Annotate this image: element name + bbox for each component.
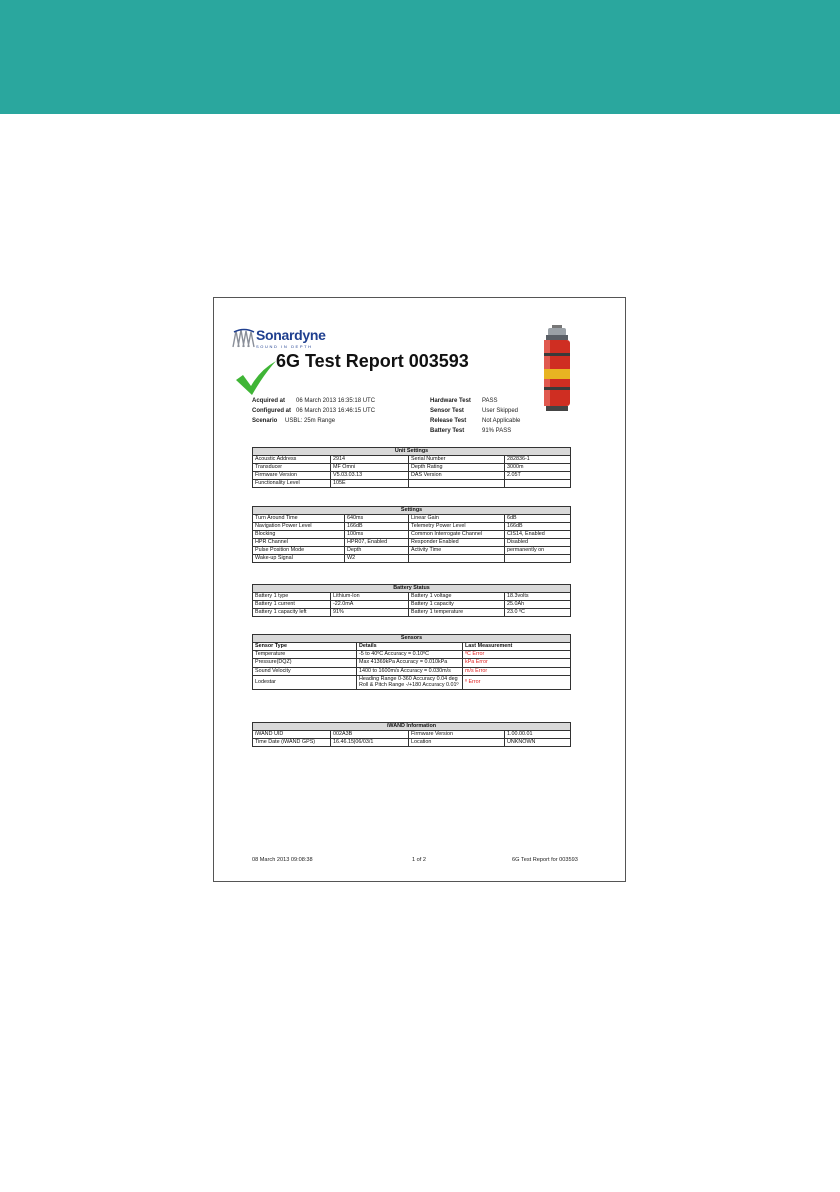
table-row	[253, 539, 571, 547]
cell: Battery 1 temperature	[409, 609, 505, 617]
transponder-beacon-image	[540, 325, 574, 411]
cell	[505, 480, 571, 488]
cell: Wake-up Signal	[253, 555, 345, 563]
cell	[409, 480, 505, 488]
cell: 105E	[331, 480, 409, 488]
error-cell: ºC Error	[463, 651, 571, 659]
cell: 2914	[331, 456, 409, 464]
cell: Turn Around Time	[253, 515, 345, 523]
column-header: Details	[357, 643, 463, 651]
test-label: Sensor Test	[430, 408, 464, 414]
footer-date: 08 March 2013 09:08:38	[252, 857, 313, 863]
column-header: Last Measurement	[463, 643, 571, 651]
cell: Battery 1 type	[253, 593, 331, 601]
cell: -22.0mA	[331, 601, 409, 609]
table-row	[253, 601, 571, 609]
cell: 2.05T	[505, 472, 571, 480]
cell: Pressure(DQZ)	[253, 659, 357, 668]
table-row	[253, 456, 571, 464]
cell: Battery 1 capacity left	[253, 609, 331, 617]
cell: Battery 1 current	[253, 601, 331, 609]
cell: 18.3volts	[505, 593, 571, 601]
sensor-test-row	[430, 408, 519, 414]
cell: Transducer	[253, 464, 331, 472]
table-row	[253, 593, 571, 601]
cell: Responder Enabled	[409, 539, 505, 547]
section-title: Unit Settings	[253, 448, 571, 456]
table-row	[253, 523, 571, 531]
iwand-information-table	[252, 722, 571, 747]
logo-name: Sonardyne	[256, 327, 326, 343]
cell: 002A3B	[331, 731, 409, 739]
cell: Serial Number	[409, 456, 505, 464]
footer-document-name: 6G Test Report for 003593	[512, 857, 578, 863]
table-row	[253, 515, 571, 523]
cell: Depth Rating	[409, 464, 505, 472]
table-row	[253, 555, 571, 563]
cell: 640ms	[345, 515, 409, 523]
cell: Navigation Power Level	[253, 523, 345, 531]
error-cell: º Error	[463, 676, 571, 690]
table-row	[253, 667, 571, 676]
section-title: Battery Status	[253, 585, 571, 593]
cell: 16.46.15|06/03/1	[331, 739, 409, 747]
scenario-value: USBL: 25m Range	[285, 418, 336, 424]
table-row	[253, 547, 571, 555]
acquired-row	[252, 398, 376, 404]
configured-row	[252, 408, 376, 414]
cell: 6dB	[505, 515, 571, 523]
release-test-row	[430, 418, 521, 424]
scenario-label: Scenario	[252, 418, 278, 424]
cell: Common Interrogate Channel	[409, 531, 505, 539]
cell: 166dB	[505, 523, 571, 531]
cell: 1400 to 1600m/s Accuracy = 0.030m/s	[357, 667, 463, 676]
cell: Temperature	[253, 651, 357, 659]
table-row	[253, 472, 571, 480]
cell: Firmware Version	[409, 731, 505, 739]
pass-check-icon	[234, 360, 278, 396]
cell: Battery 1 capacity	[409, 601, 505, 609]
table-row	[253, 731, 571, 739]
configured-value: 06 March 2013 16:46:15 UTC	[296, 408, 376, 414]
acquired-label: Acquired at	[252, 398, 286, 404]
table-row	[253, 609, 571, 617]
settings-table	[252, 506, 571, 563]
error-cell: kPa Error	[463, 659, 571, 668]
table-row	[253, 480, 571, 488]
test-value: 91% PASS	[482, 428, 512, 434]
cell: Heading Range 0-360 Accuracy 0.04 deg Roll & Pitch Range -/+180 Accuracy 0.01º	[357, 676, 463, 690]
table-row	[253, 464, 571, 472]
cell: Linear Gain	[409, 515, 505, 523]
footer-page-number: 1 of 2	[412, 857, 426, 863]
cell	[505, 555, 571, 563]
cell: Disabled	[505, 539, 571, 547]
cell: Telemetry Power Level	[409, 523, 505, 531]
cell: 166dB	[345, 523, 409, 531]
section-title: Settings	[253, 507, 571, 515]
acquired-value: 06 March 2013 16:35:18 UTC	[296, 398, 376, 404]
unit-settings-table	[252, 447, 571, 488]
cell: CIS14, Enabled	[505, 531, 571, 539]
cell: Sound Velocity	[253, 667, 357, 676]
cell	[409, 555, 505, 563]
table-row	[253, 531, 571, 539]
cell: UNKNOWN	[505, 739, 571, 747]
logo-mark-icon	[232, 328, 256, 348]
cell: permanently on	[505, 547, 571, 555]
cell: 282836-1	[505, 456, 571, 464]
hardware-test-row	[430, 398, 498, 404]
section-title: Sensors	[253, 635, 571, 643]
test-value: PASS	[482, 398, 498, 404]
section-title: iWAND Information	[253, 723, 571, 731]
table-row	[253, 676, 571, 690]
cell: V5.03.03.13	[331, 472, 409, 480]
sensors-table	[252, 634, 571, 690]
cell: Lodestar	[253, 676, 357, 690]
error-cell: m/s Error	[463, 667, 571, 676]
cell: MF Omni	[331, 464, 409, 472]
cell: Time Date (iWAND GPS)	[253, 739, 331, 747]
cell: Battery 1 voltage	[409, 593, 505, 601]
table-row	[253, 651, 571, 659]
test-value: User Skipped	[482, 408, 519, 414]
table-row	[253, 739, 571, 747]
cell: 1.00.00.01	[505, 731, 571, 739]
cell: Pulse Position Mode	[253, 547, 345, 555]
configured-label: Configured at	[252, 408, 291, 414]
test-label: Release Test	[430, 418, 467, 424]
cell: Depth	[345, 547, 409, 555]
cell: HPR07, Enabled	[345, 539, 409, 547]
cell: Max 41369kPa Accuracy = 0.010kPa	[357, 659, 463, 668]
test-label: Hardware Test	[430, 398, 471, 404]
cell: iWAND UID	[253, 731, 331, 739]
battery-test-row	[430, 428, 512, 434]
cell: 100ms	[345, 531, 409, 539]
cell: 91%	[331, 609, 409, 617]
test-label: Battery Test	[430, 428, 465, 434]
logo-tagline: SOUND IN DEPTH	[256, 344, 313, 349]
cell: Acoustic Address	[253, 456, 331, 464]
cell: HPR Channel	[253, 539, 345, 547]
table-row	[253, 659, 571, 668]
cell: 25.0Ah	[505, 601, 571, 609]
header-banner	[0, 0, 840, 114]
cell: Blocking	[253, 531, 345, 539]
cell: Activity Time	[409, 547, 505, 555]
cell: Location	[409, 739, 505, 747]
sonardyne-logo	[232, 326, 332, 352]
column-header: Sensor Type	[253, 643, 357, 651]
cell: Lithium-Ion	[331, 593, 409, 601]
cell: DAS Version	[409, 472, 505, 480]
cell: Functionality Level	[253, 480, 331, 488]
cell: Firmware Version	[253, 472, 331, 480]
test-value: Not Applicable	[482, 418, 521, 424]
cell: 3000m	[505, 464, 571, 472]
cell: W2	[345, 555, 409, 563]
table-header-row	[253, 643, 571, 651]
scenario-row	[252, 418, 336, 424]
cell: 23.0 ºC	[505, 609, 571, 617]
report-page	[213, 297, 626, 882]
cell: -5 to 40ºC Accuracy = 0.10ºC	[357, 651, 463, 659]
report-title: 6G Test Report 003593	[276, 351, 469, 371]
battery-status-table	[252, 584, 571, 617]
